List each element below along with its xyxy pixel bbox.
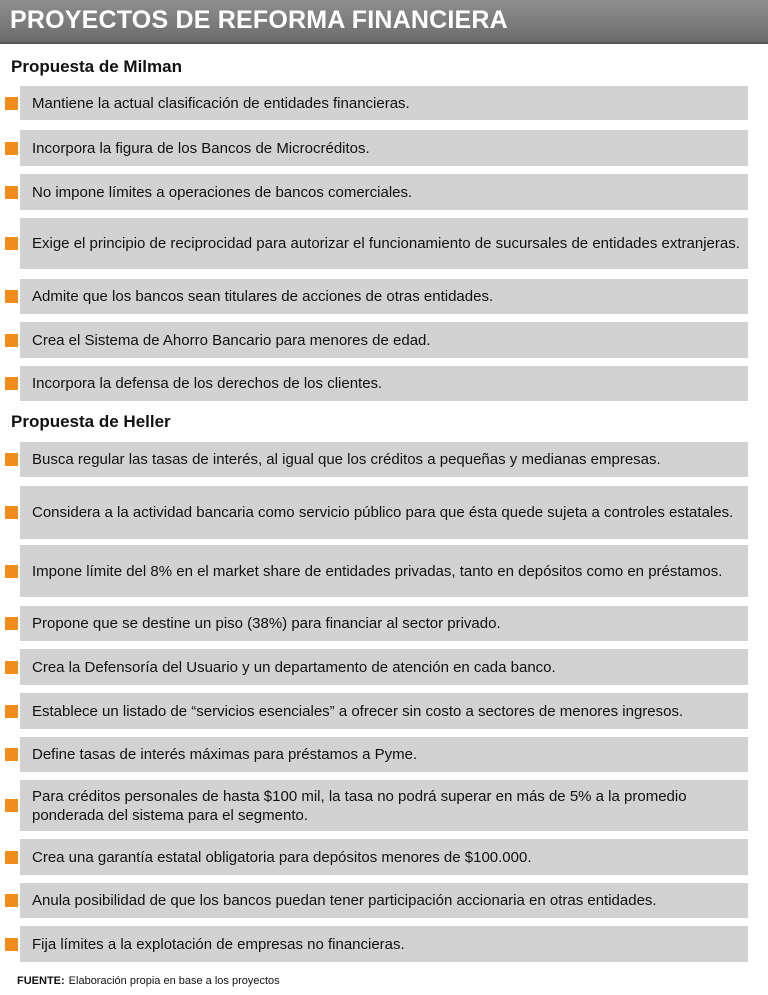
item-text: Crea la Defensoría del Usuario y un departamento de atención en cada banco. (20, 649, 748, 685)
orange-bullet-icon (5, 617, 18, 630)
item-text: Crea el Sistema de Ahorro Bancario para menores de edad. (20, 322, 748, 358)
item-text: Para créditos personales de hasta $100 mil, la tasa no podrá superar en más de 5% a la promedio ponderada del sistema para el segmento. (20, 780, 748, 831)
list-item (5, 926, 748, 962)
item-text: Crea una garantía estatal obligatoria para depósitos menores de $100.000. (20, 839, 748, 875)
orange-bullet-icon (5, 799, 18, 812)
section-title-heller: Propuesta de Heller (11, 412, 171, 431)
list-item (5, 883, 748, 918)
orange-bullet-icon (5, 186, 18, 199)
list-item (5, 322, 748, 358)
source-note (17, 975, 280, 987)
item-text: Exige el principio de reciprocidad para autorizar el funcionamiento de sucursales de entidades extranjeras. (20, 218, 748, 269)
list-item (5, 486, 748, 539)
section-title-milman: Propuesta de Milman (11, 57, 182, 76)
orange-bullet-icon (5, 565, 18, 578)
item-text: Define tasas de interés máximas para préstamos a Pyme. (20, 737, 748, 772)
item-text: Admite que los bancos sean titulares de acciones de otras entidades. (20, 279, 748, 314)
orange-bullet-icon (5, 377, 18, 390)
orange-bullet-icon (5, 938, 18, 951)
list-item (5, 218, 748, 269)
list-item (5, 86, 748, 120)
list-item (5, 130, 748, 166)
list-item (5, 606, 748, 641)
list-item (5, 279, 748, 314)
list-item (5, 366, 748, 401)
orange-bullet-icon (5, 894, 18, 907)
item-text: Fija límites a la explotación de empresas no financieras. (20, 926, 748, 962)
list-item (5, 649, 748, 685)
page-title: PROYECTOS DE REFORMA FINANCIERA (10, 6, 508, 34)
item-text: Anula posibilidad de que los bancos puedan tener participación accionaria en otras entidades. (20, 883, 748, 918)
list-item (5, 780, 748, 831)
item-text: Propone que se destine un piso (38%) para financiar al sector privado. (20, 606, 748, 641)
orange-bullet-icon (5, 705, 18, 718)
orange-bullet-icon (5, 334, 18, 347)
orange-bullet-icon (5, 506, 18, 519)
orange-bullet-icon (5, 97, 18, 110)
orange-bullet-icon (5, 748, 18, 761)
list-item (5, 545, 748, 597)
list-item (5, 693, 748, 729)
orange-bullet-icon (5, 661, 18, 674)
list-item (5, 737, 748, 772)
header-bar (0, 0, 768, 44)
item-text: Impone límite del 8% en el market share de entidades privadas, tanto en depósitos como en préstamos. (20, 545, 748, 597)
source-label: FUENTE: (17, 975, 65, 987)
item-text: Considera a la actividad bancaria como servicio público para que ésta quede sujeta a controles estatales. (20, 486, 748, 539)
item-text: Mantiene la actual clasificación de entidades financieras. (20, 86, 748, 120)
list-item (5, 174, 748, 210)
source-text: Elaboración propia en base a los proyectos (68, 975, 280, 987)
item-text: Busca regular las tasas de interés, al igual que los créditos a pequeñas y medianas empresas. (20, 442, 748, 477)
list-item (5, 442, 748, 477)
orange-bullet-icon (5, 142, 18, 155)
item-text: No impone límites a operaciones de bancos comerciales. (20, 174, 748, 210)
orange-bullet-icon (5, 453, 18, 466)
orange-bullet-icon (5, 851, 18, 864)
item-text: Incorpora la defensa de los derechos de los clientes. (20, 366, 748, 401)
orange-bullet-icon (5, 290, 18, 303)
item-text: Establece un listado de “servicios esenciales” a ofrecer sin costo a sectores de menores ingresos. (20, 693, 748, 729)
item-text: Incorpora la figura de los Bancos de Microcréditos. (20, 130, 748, 166)
orange-bullet-icon (5, 237, 18, 250)
list-item (5, 839, 748, 875)
